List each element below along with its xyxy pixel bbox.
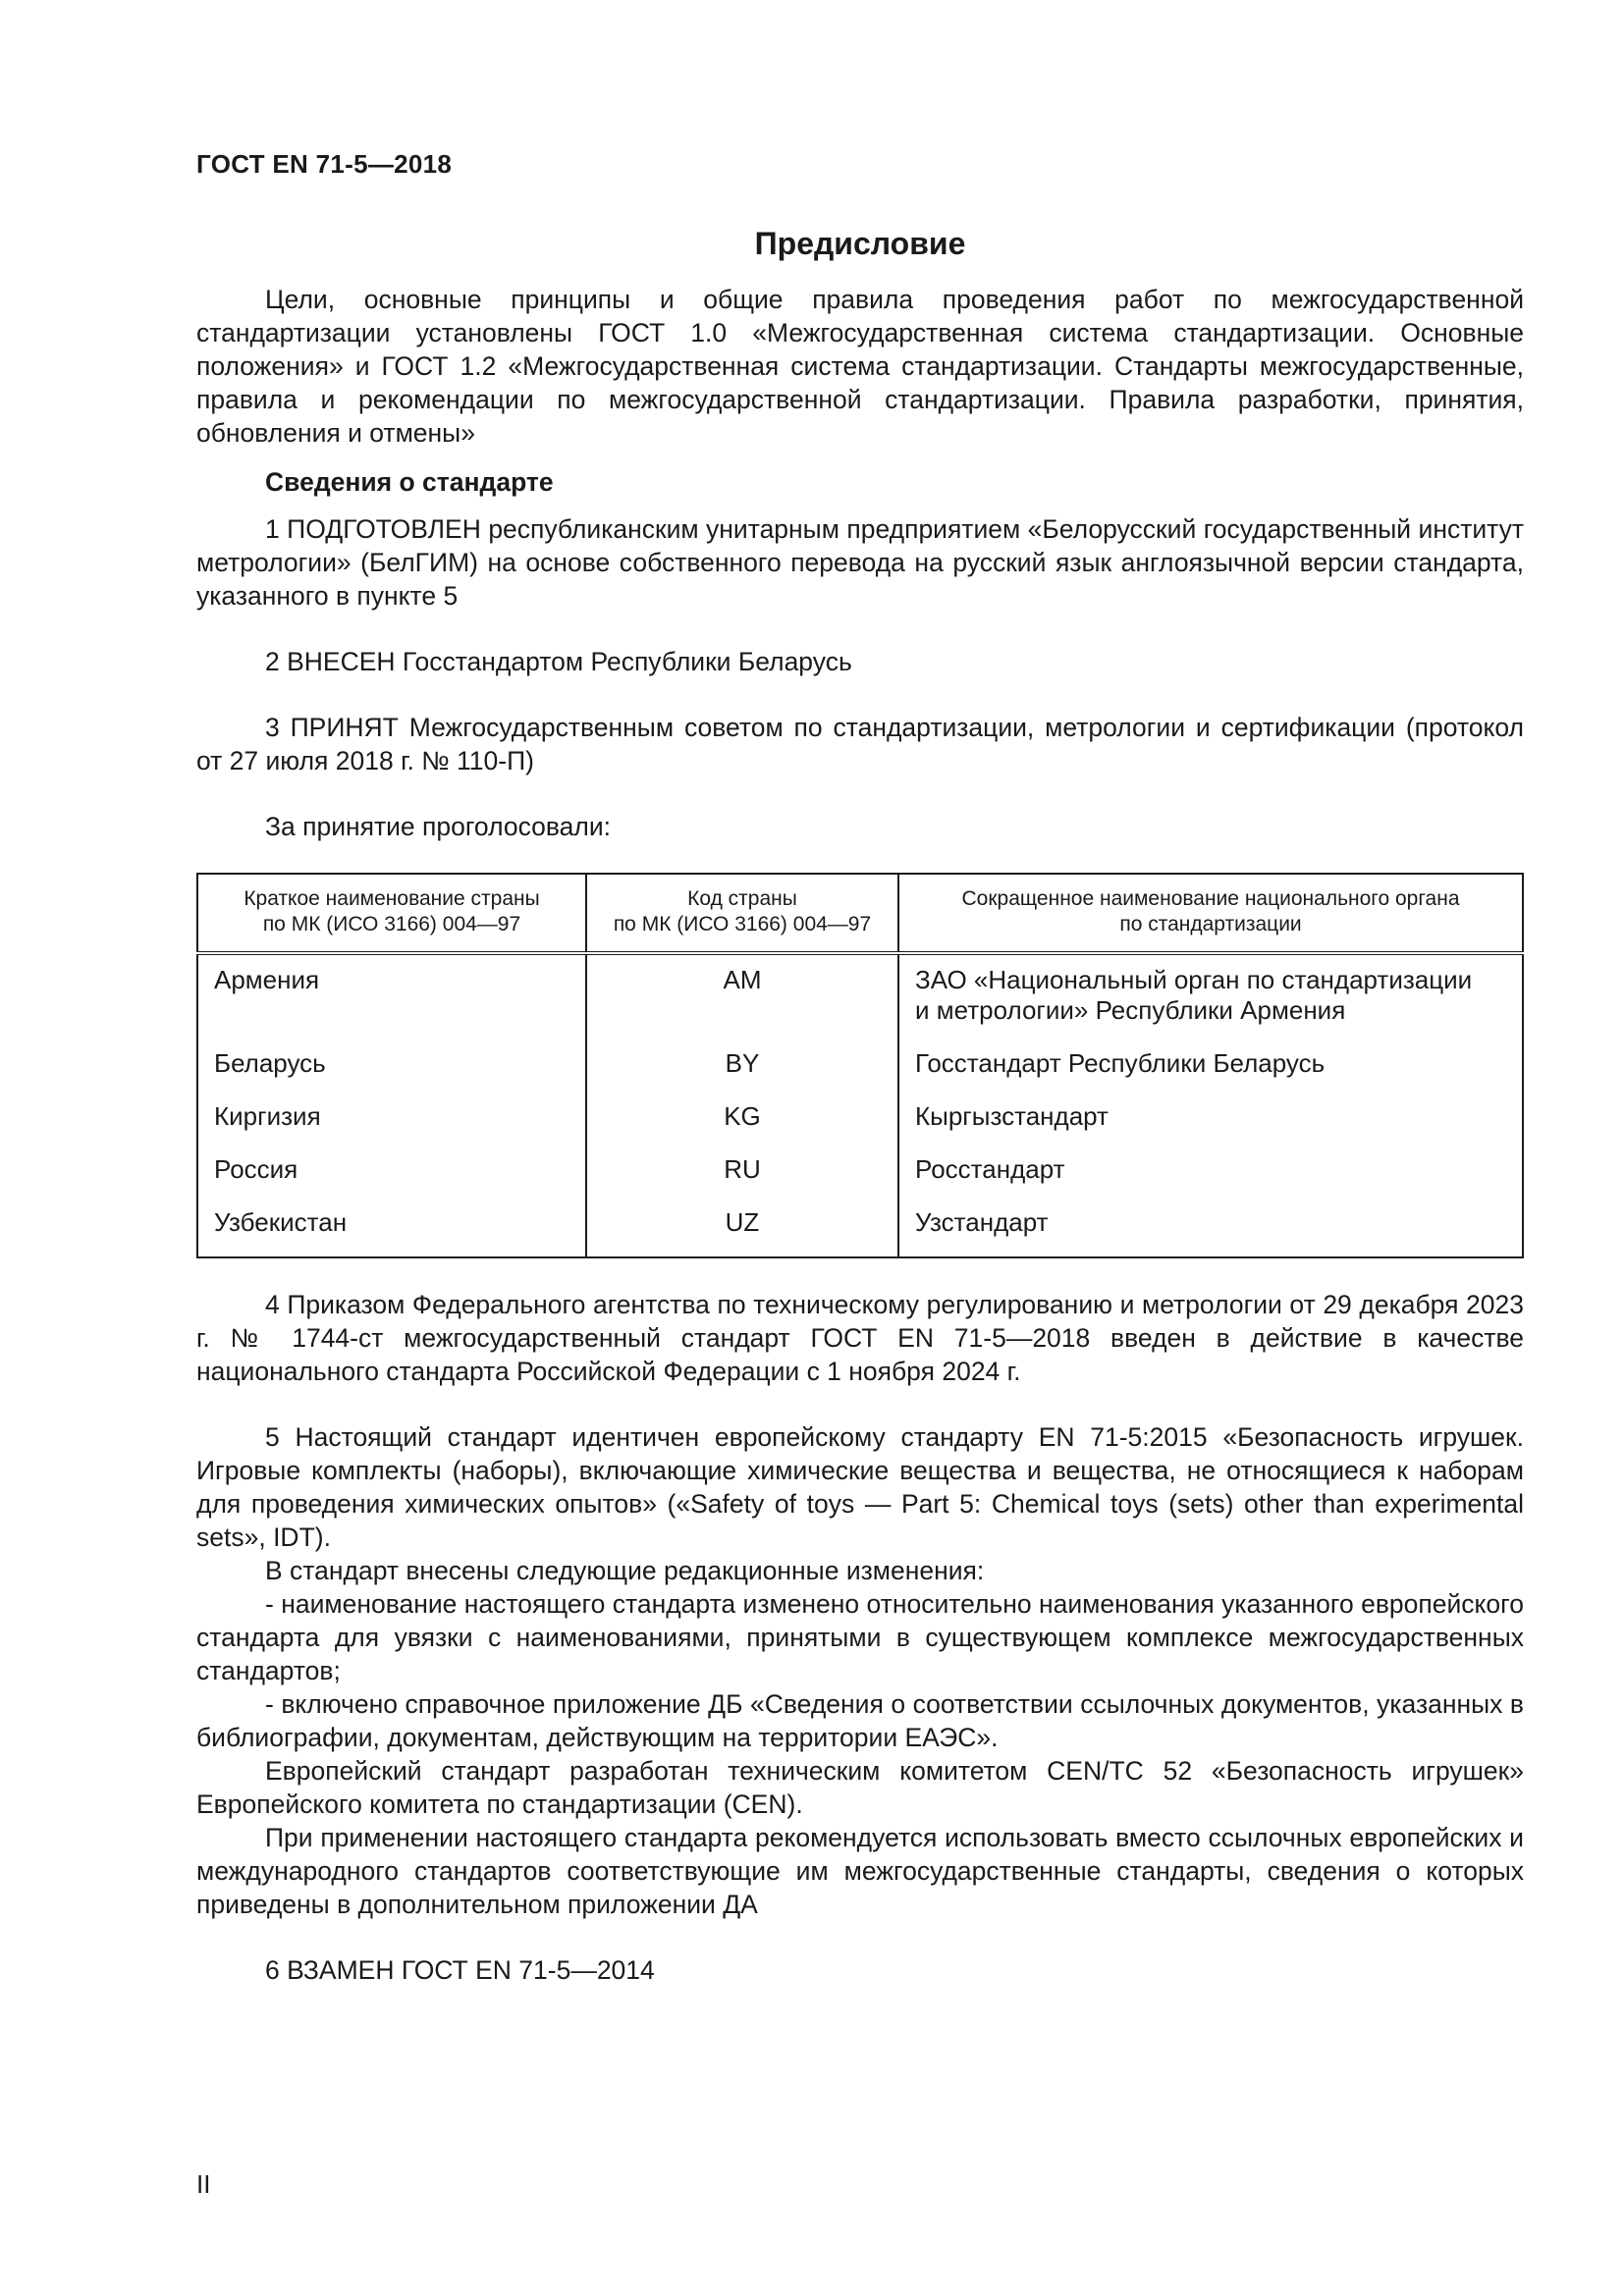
foreword-content xyxy=(196,224,1524,1987)
code-cell: BY xyxy=(586,1044,898,1097)
code-cell: AM xyxy=(586,953,898,1044)
section-heading: Сведения о стандарте xyxy=(265,467,554,497)
table-header-code: Код страны по МК (ИСО 3166) 004—97 xyxy=(586,874,898,953)
item-4-paragraph: 4 Приказом Федерального агентства по техническому регулированию и метрологии от 29 декабря 2023 г. № 1744-ст межгосударственный стандарт ГОСТ EN 71-5—2018 введен в действие в качестве национального стандарта Российской Федерации с 1 ноября 2024 г. xyxy=(196,1290,1524,1386)
voted-label: За принятие проголосовали: xyxy=(265,812,612,841)
table-row xyxy=(197,1203,1523,1257)
code-cell: RU xyxy=(586,1150,898,1203)
code-cell: KG xyxy=(586,1097,898,1150)
item-5-recommendation: При применении настоящего стандарта рекомендуется использовать вместо ссылочных европейских и международного стандартов соответствующие им межгосударственные стандарты, сведения о которых приведены в дополнительном приложении ДА xyxy=(196,1823,1524,1919)
item-5-developed-by: Европейский стандарт разработан техническим комитетом CEN/TC 52 «Безопасность игрушек» Европейского комитета по стандартизации (CEN). xyxy=(196,1756,1524,1819)
body-cell: Госстандарт Республики Беларусь xyxy=(898,1044,1523,1097)
item-6-paragraph: 6 ВЗАМЕН ГОСТ EN 71-5—2014 xyxy=(265,1955,655,1985)
body-cell: ЗАО «Национальный орган по стандартизации и метрологии» Республики Армения xyxy=(898,953,1523,1044)
country-cell: Россия xyxy=(197,1150,586,1203)
table-header-country: Краткое наименование страны по МК (ИСО 3166) 004—97 xyxy=(197,874,586,953)
item-2-paragraph: 2 ВНЕСЕН Госстандартом Республики Беларусь xyxy=(265,647,852,676)
body-cell: Узстандарт xyxy=(898,1203,1523,1257)
item-5-change-2: - включено справочное приложение ДБ «Сведения о соответствии ссылочных документов, указанных в библиографии, документам, действующим на территории ЕАЭС». xyxy=(196,1689,1524,1752)
intro-paragraph: Цели, основные принципы и общие правила проведения работ по межгосударственной стандартизации установлены ГОСТ 1.0 «Межгосударственная система стандартизации. Основные положения» и ГОСТ 1.2 «Межгосударственная система стандартизации. Стандарты межгосударственные, правила и рекомендации по межгосударственной стандартизации. Правила разработки, принятия, обновления и отмены» xyxy=(196,285,1524,448)
body-cell: Кыргызстандарт xyxy=(898,1097,1523,1150)
item-5-changes-intro: В стандарт внесены следующие редакционные изменения: xyxy=(265,1556,985,1585)
table-header-body: Сокращенное наименование национального органа по стандартизации xyxy=(898,874,1523,953)
country-cell: Узбекистан xyxy=(197,1203,586,1257)
table-row xyxy=(197,1097,1523,1150)
country-cell: Армения xyxy=(197,953,586,1044)
page-number: II xyxy=(196,2169,211,2199)
table-row xyxy=(197,1150,1523,1203)
table-row xyxy=(197,953,1523,1044)
item-1-paragraph: 1 ПОДГОТОВЛЕН республиканским унитарным предприятием «Белорусский государственный институт метрологии» (БелГИМ) на основе собственного перевода на русский язык англоязычной версии стандарта, указанного в пункте 5 xyxy=(196,514,1524,611)
document-code-header: ГОСТ EN 71-5—2018 xyxy=(196,149,453,179)
item-5-change-1: - наименование настоящего стандарта изменено относительно наименования указанного европейского стандарта для увязки с наименованиями, принятыми в существующем комплексе межгосударственных стандартов; xyxy=(196,1589,1524,1685)
table-row xyxy=(197,1044,1523,1097)
page-title: Предисловие xyxy=(754,226,966,261)
item-5-paragraph: 5 Настоящий стандарт идентичен европейскому стандарту EN 71-5:2015 «Безопасность игрушек. Игровые комплекты (наборы), включающие химические вещества и вещества, не относящиеся к наборам для проведения химических опытов» («Safety of toys — Part 5: Chemical toys (sets) other than experimental sets», IDT). xyxy=(196,1422,1524,1552)
country-cell: Киргизия xyxy=(197,1097,586,1150)
voting-countries-table xyxy=(196,873,1524,1258)
country-cell: Беларусь xyxy=(197,1044,586,1097)
body-cell: Росстандарт xyxy=(898,1150,1523,1203)
item-3-paragraph: 3 ПРИНЯТ Межгосударственным советом по стандартизации, метрологии и сертификации (протокол от 27 июля 2018 г. № 110-П) xyxy=(196,713,1524,775)
code-cell: UZ xyxy=(586,1203,898,1257)
